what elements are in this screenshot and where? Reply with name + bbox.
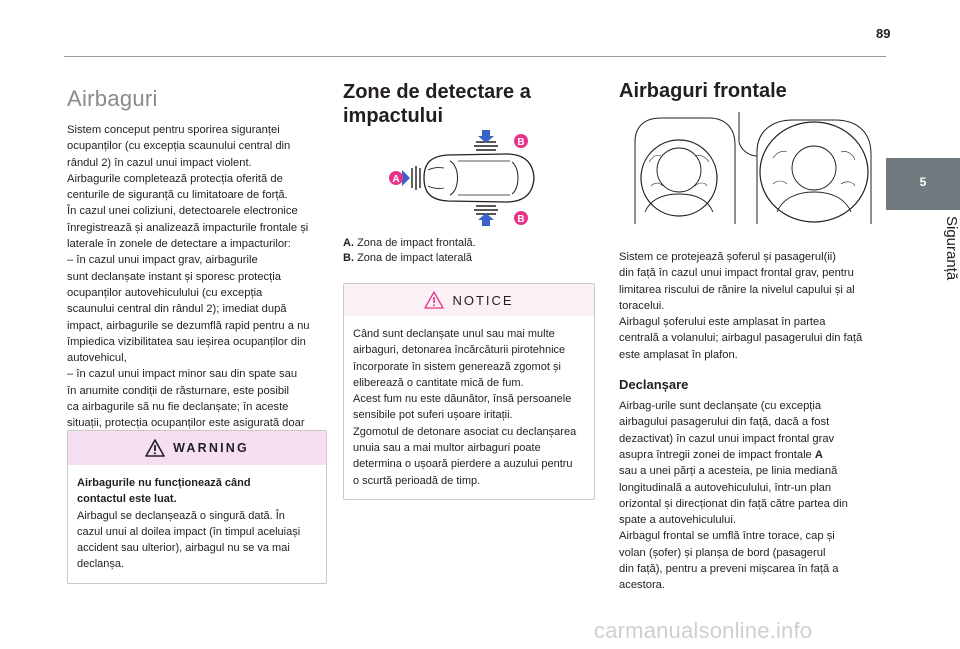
page-number: 89 <box>876 26 891 41</box>
impact-zones-diagram <box>388 128 536 228</box>
label-b-top: B <box>517 137 525 148</box>
header-rule <box>64 56 886 57</box>
car-rear-window <box>512 162 518 194</box>
caption-a-text: Zona de impact frontală. <box>357 237 476 249</box>
warning-title: WARNING <box>173 441 249 455</box>
passenger-shoulders <box>777 192 851 212</box>
driver-airbag-folds <box>649 155 709 186</box>
label-a: A <box>392 174 400 185</box>
caption-a-key: A. <box>343 237 354 249</box>
caption-b <box>343 251 593 266</box>
caption-b-key: B. <box>343 252 354 264</box>
notice-body: Când sunt declanșate unul sau mai multe airbaguri, detonarea încărcăturii pirotehnice încorporate în sistem generează zgomot și eliberează o cantitate mică de fum. Acest fum nu este dăunător, însă persoanele sensibile pot suferi ușoare iritații. Zgomotul de detonare asociat cu declanșarea unuia sau a mai multor airbaguri poate determina o ușoară pierdere a auzului pentru o scurtă perioadă de timp. <box>353 328 577 487</box>
warning-body <box>68 465 326 583</box>
watermark: carmanualsonline.info <box>594 618 813 643</box>
chapter-label: Siguranță <box>943 216 960 281</box>
zone-captions <box>343 236 593 266</box>
airbags-body: Sistem conceput pentru sporirea siguranței ocupanților (cu excepția scaunului central din rândul 2) în cazul unui impact violent. Airbagurile completează protecția oferită de centurile de siguranță cu limitatoare de forță. În cazul unei coliziuni, detectoarele electronice înregistrează și analizează impacturile frontale și laterale în zonele de detectare a impacturilor: – în cazul unui impact grav, airbagurile sunt declanșate instant și sporesc protecția ocupanților autovehiculului (cu excepția scaunului central din rândul 2); imediat după impact, airbagurile se dezumflă rapid pentru a nu împiedica vizibilitatea sau ieșirea ocupanților din autovehicul, – în cazul unui impact minor sau din spate sau în anumite condiții de răsturnare, este posibil ca airbagurile să nu fie declanșate; în aceste situații, protecția ocupanților este asigurată doar <box>67 124 310 430</box>
notice-title: NOTICE <box>452 292 514 308</box>
warning-triangle-icon <box>145 439 165 457</box>
deployment-body <box>619 398 881 594</box>
front-airbags-text <box>619 249 881 594</box>
front-airbags-body: Sistem ce protejează șoferul și pasagerul(ii) din față în cazul unui impact frontal grav, pentru limitarea riscului de rănire la nivelul capului și al toracelui. Airbagul șoferului este amplasat în partea centrală a volanului; airbagul pasagerului din față este amplasat în plafon. <box>619 251 863 361</box>
deployment-zone-a: A <box>814 448 823 461</box>
driver-head <box>657 148 701 192</box>
section-title-detection: Zone de detectare a impactului <box>343 81 531 127</box>
front-airbags-diagram <box>621 112 877 224</box>
warning-header <box>68 431 326 465</box>
notice-triangle-icon <box>424 291 444 309</box>
column-front-airbags <box>619 80 881 111</box>
passenger-seat-outline <box>757 120 871 224</box>
deployment-text-2: sau a unei părți a acesteia, pe linia mediană longitudinală a autovehiculului, într-un plan orizontal și direcționat din față către partea din spate a autovehiculului. Airbagul frontal se umflă între torace, cap și volan (șofer) și planșa de bord (pasagerul din față), pentru a preveni mișcarea în față a acestora. <box>619 465 848 592</box>
notice-box <box>343 283 595 500</box>
driver-airbag <box>641 140 717 216</box>
passenger-airbag-folds <box>773 151 855 186</box>
driver-seat-outline <box>635 118 735 224</box>
label-b-bottom: B <box>517 214 525 225</box>
car-windshield <box>450 161 458 195</box>
side-impact-zone-bottom <box>474 206 498 214</box>
front-impact-zone <box>412 166 420 190</box>
section-title-airbags: Airbaguri <box>67 86 158 111</box>
chapter-number: 5 <box>919 175 927 189</box>
subsection-title-deployment: Declanșare <box>619 377 689 393</box>
section-title-front-airbags: Airbaguri frontale <box>619 80 787 102</box>
warning-bold-text: Airbagurile nu funcționează când contactul este luat. <box>77 477 251 506</box>
caption-b-text: Zona de impact laterală <box>357 252 473 264</box>
passenger-airbag <box>760 122 868 222</box>
side-arrow-bottom <box>478 213 494 226</box>
side-impact-zone-top <box>474 142 498 150</box>
notice-header <box>344 284 594 316</box>
car-hood-line <box>428 168 444 189</box>
passenger-head <box>792 146 836 190</box>
column-airbags <box>67 80 329 448</box>
chapter-tab[interactable] <box>886 158 960 210</box>
side-arrow-top <box>478 130 494 143</box>
driver-shoulders <box>645 194 713 212</box>
warning-box <box>67 430 327 584</box>
warning-text: Airbagul se declanșează o singură dată. În cazul unui al doilea impact (în timpul aceluiași accident sau ulterior), airbagul nu se va mai declanșa. <box>77 509 301 571</box>
caption-a <box>343 236 593 251</box>
deployment-text-1: Airbag-urile sunt declanșate (cu excepția airbagului pasagerului din față, dacă a fost dezactivat) în cazul unui impact frontal grav asupra întregii zonei de impact frontale <box>619 400 835 461</box>
a-pillar <box>739 112 757 156</box>
